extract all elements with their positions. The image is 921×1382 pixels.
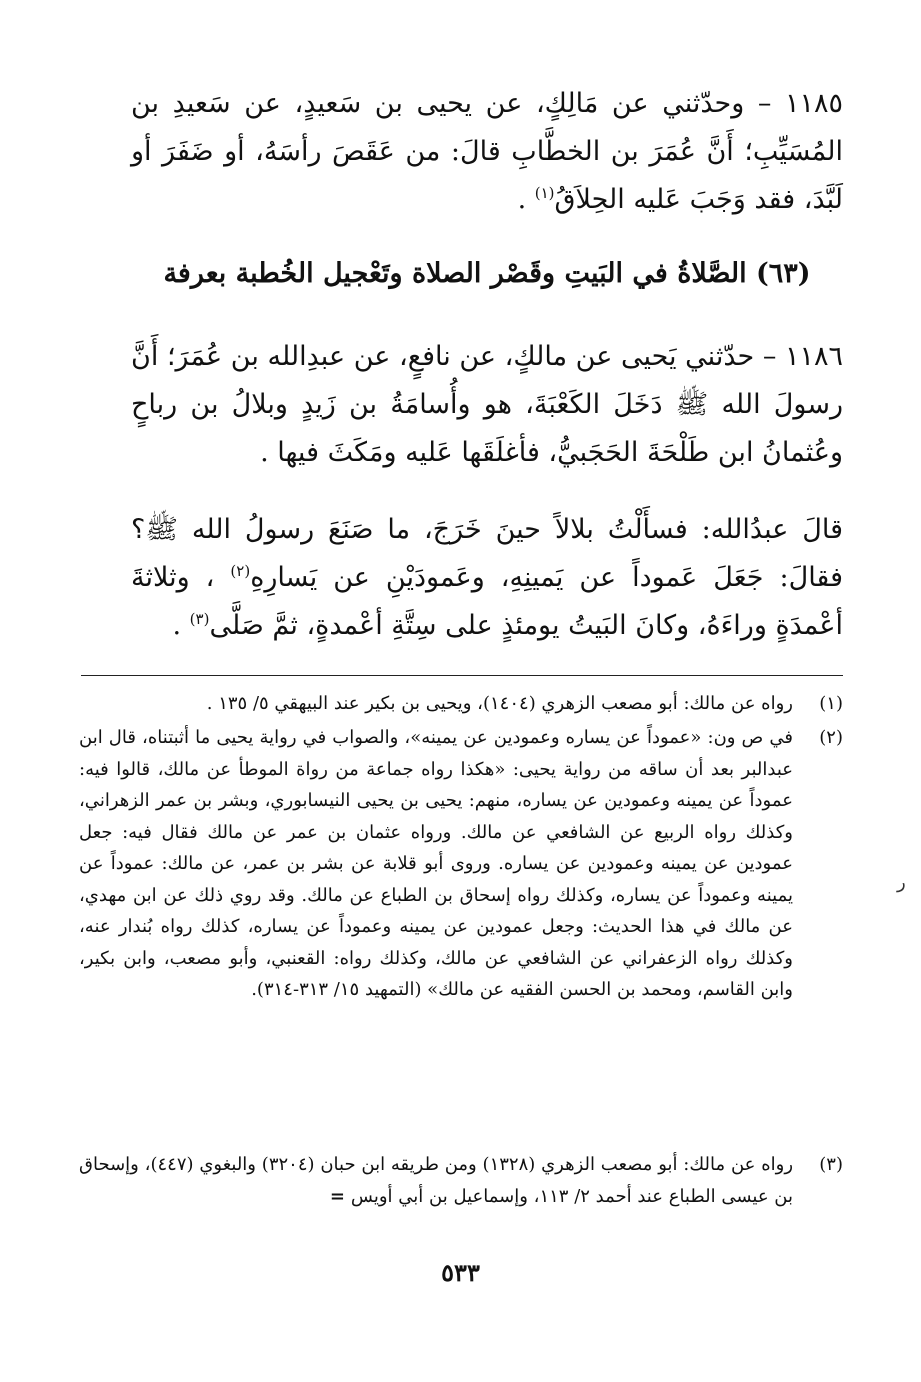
footnote-3-number: (٣) [819,1154,843,1175]
footnote-3-continuation-mark: = [329,1185,345,1207]
hadith-1186-continuation-paragraph [131,506,843,650]
hadith-1186-cont-text-a: قالَ عبدُالله: فسأَلْتُ بلالاً حينَ خَرَجَ، ما صَنَعَ رسولُ الله ﷺ؟ فقالَ: جَعَلَ عَموداً عن يَمينِهِ، وعَمودَيْنِ عن يَسارِهِ [131,514,843,593]
hadith-1186-cont-text-b: ، وثلاثةَ أعْمدَةٍ وراءَهُ، وكانَ البَيتُ يومئذٍ على سِتَّةِ أعْمدةٍ، ثمَّ صَلَّى [131,562,843,641]
chapter-heading: (٦٣) الصَّلاةُ في البَيتِ وقَصْر الصلاة وتَعْجيل الخُطبة بعرفة [163,258,811,289]
footnote-1-text: رواه عن مالك: أبو مصعب الزهري (١٤٠٤)، ويحيى بن بكير عند البيهقي ٥/ ١٣٥ . [206,693,793,714]
hadith-1186-cont-end: . [172,610,190,641]
page-number: ٥٣٣ [441,1258,480,1287]
footnote-ref-1: (١) [534,184,555,202]
footnote-1 [79,688,843,720]
margin-edge-mark: ر [897,872,906,893]
hadith-1185-text: ١١٨٥ – وحدّثني عن مَالِكٍ، عن يحيى بن سَعيدٍ، عن سَعيدِ بن المُسَيِّبِ؛ أَنَّ عُمَرَ بن الخطَّابِ قالَ: من عَقَصَ رأسَهُ، أو ضَفَرَ أو لَبَّدَ، فقد وَجَبَ عَليه الحِلاَقُ [131,88,843,215]
footnote-ref-3: (٣) [189,610,210,628]
footnote-3-body [79,1149,793,1212]
footnote-2-text: في ص ون: «عموداً عن يساره وعمودين عن يمينه»، والصواب في رواية يحيى ما أثبتناه، قال ابن عبدالبر بعد أن ساقه من رواية يحيى: «هكذا رواه جماعة من رواة الموطأ عن مالك، قالوا فيه: عموداً عن يمينه وعمودين عن يساره، منهم: يحيى بن يحيى النيسابوري، وبشر بن عمر الزهراني، وكذلك رواه الربيع عن الشافعي عن مالك. ورواه عثمان بن عمر عن مالك فقال فيه: جعل عمودين عن يمينه وعمودين عن يساره. وروى أبو قلابة عن بشر بن عمر، عن مالك: عموداً عن يمينه وعموداً عن يساره، وكذلك رواه إسحاق بن الطباع عن مالك. وقد روي ذلك عن ابن مهدي، عن مالك في هذا الحديث: وجعل عمودين عن يمينه وعموداً عن يساره، كذلك رواه بُندار عنه، وكذلك رواه الزعفراني عن الشافعي عن مالك، وكذلك رواه: القعنبي، وأبو مصعب، وابن بكير، وابن القاسم، ومحمد بن الحسن الفقيه عن مالك» (التمهيد ١٥/ ٣١٣-٣١٤). [79,727,793,1000]
footnote-2-number: (٢) [819,727,843,748]
footnote-3 [79,1149,843,1212]
footnote-2 [79,722,843,1006]
hadith-1186-text: ١١٨٦ – حدّثني يَحيى عن مالكٍ، عن نافعٍ، عن عبدِالله بن عُمَرَ؛ أَنَّ رسولَ الله ﷺ دَخَلَ الكَعْبَةَ، هو وأُسامَةُ بن زَيدٍ وبلالُ بن رباحٍ وعُثمانُ ابن طَلْحَةَ الحَجَبيُّ، فأغلَقَها عَليه ومَكَثَ فيها . [131,341,843,468]
footnote-divider [81,675,843,676]
hadith-1185-end: . [517,184,535,215]
footnote-3-text: رواه عن مالك: أبو مصعب الزهري (١٣٢٨) ومن طريقه ابن حبان (٣٢٠٤) والبغوي (٤٤٧)، وإسحاق بن عيسى الطباع عند أحمد ٢/ ١١٣، وإسماعيل بن أبي أويس [79,1154,794,1207]
hadith-1186-paragraph [131,333,843,477]
footnote-1-number: (١) [819,693,843,714]
hadith-1185-paragraph [131,80,843,224]
footnote-ref-2: (٢) [230,562,251,580]
